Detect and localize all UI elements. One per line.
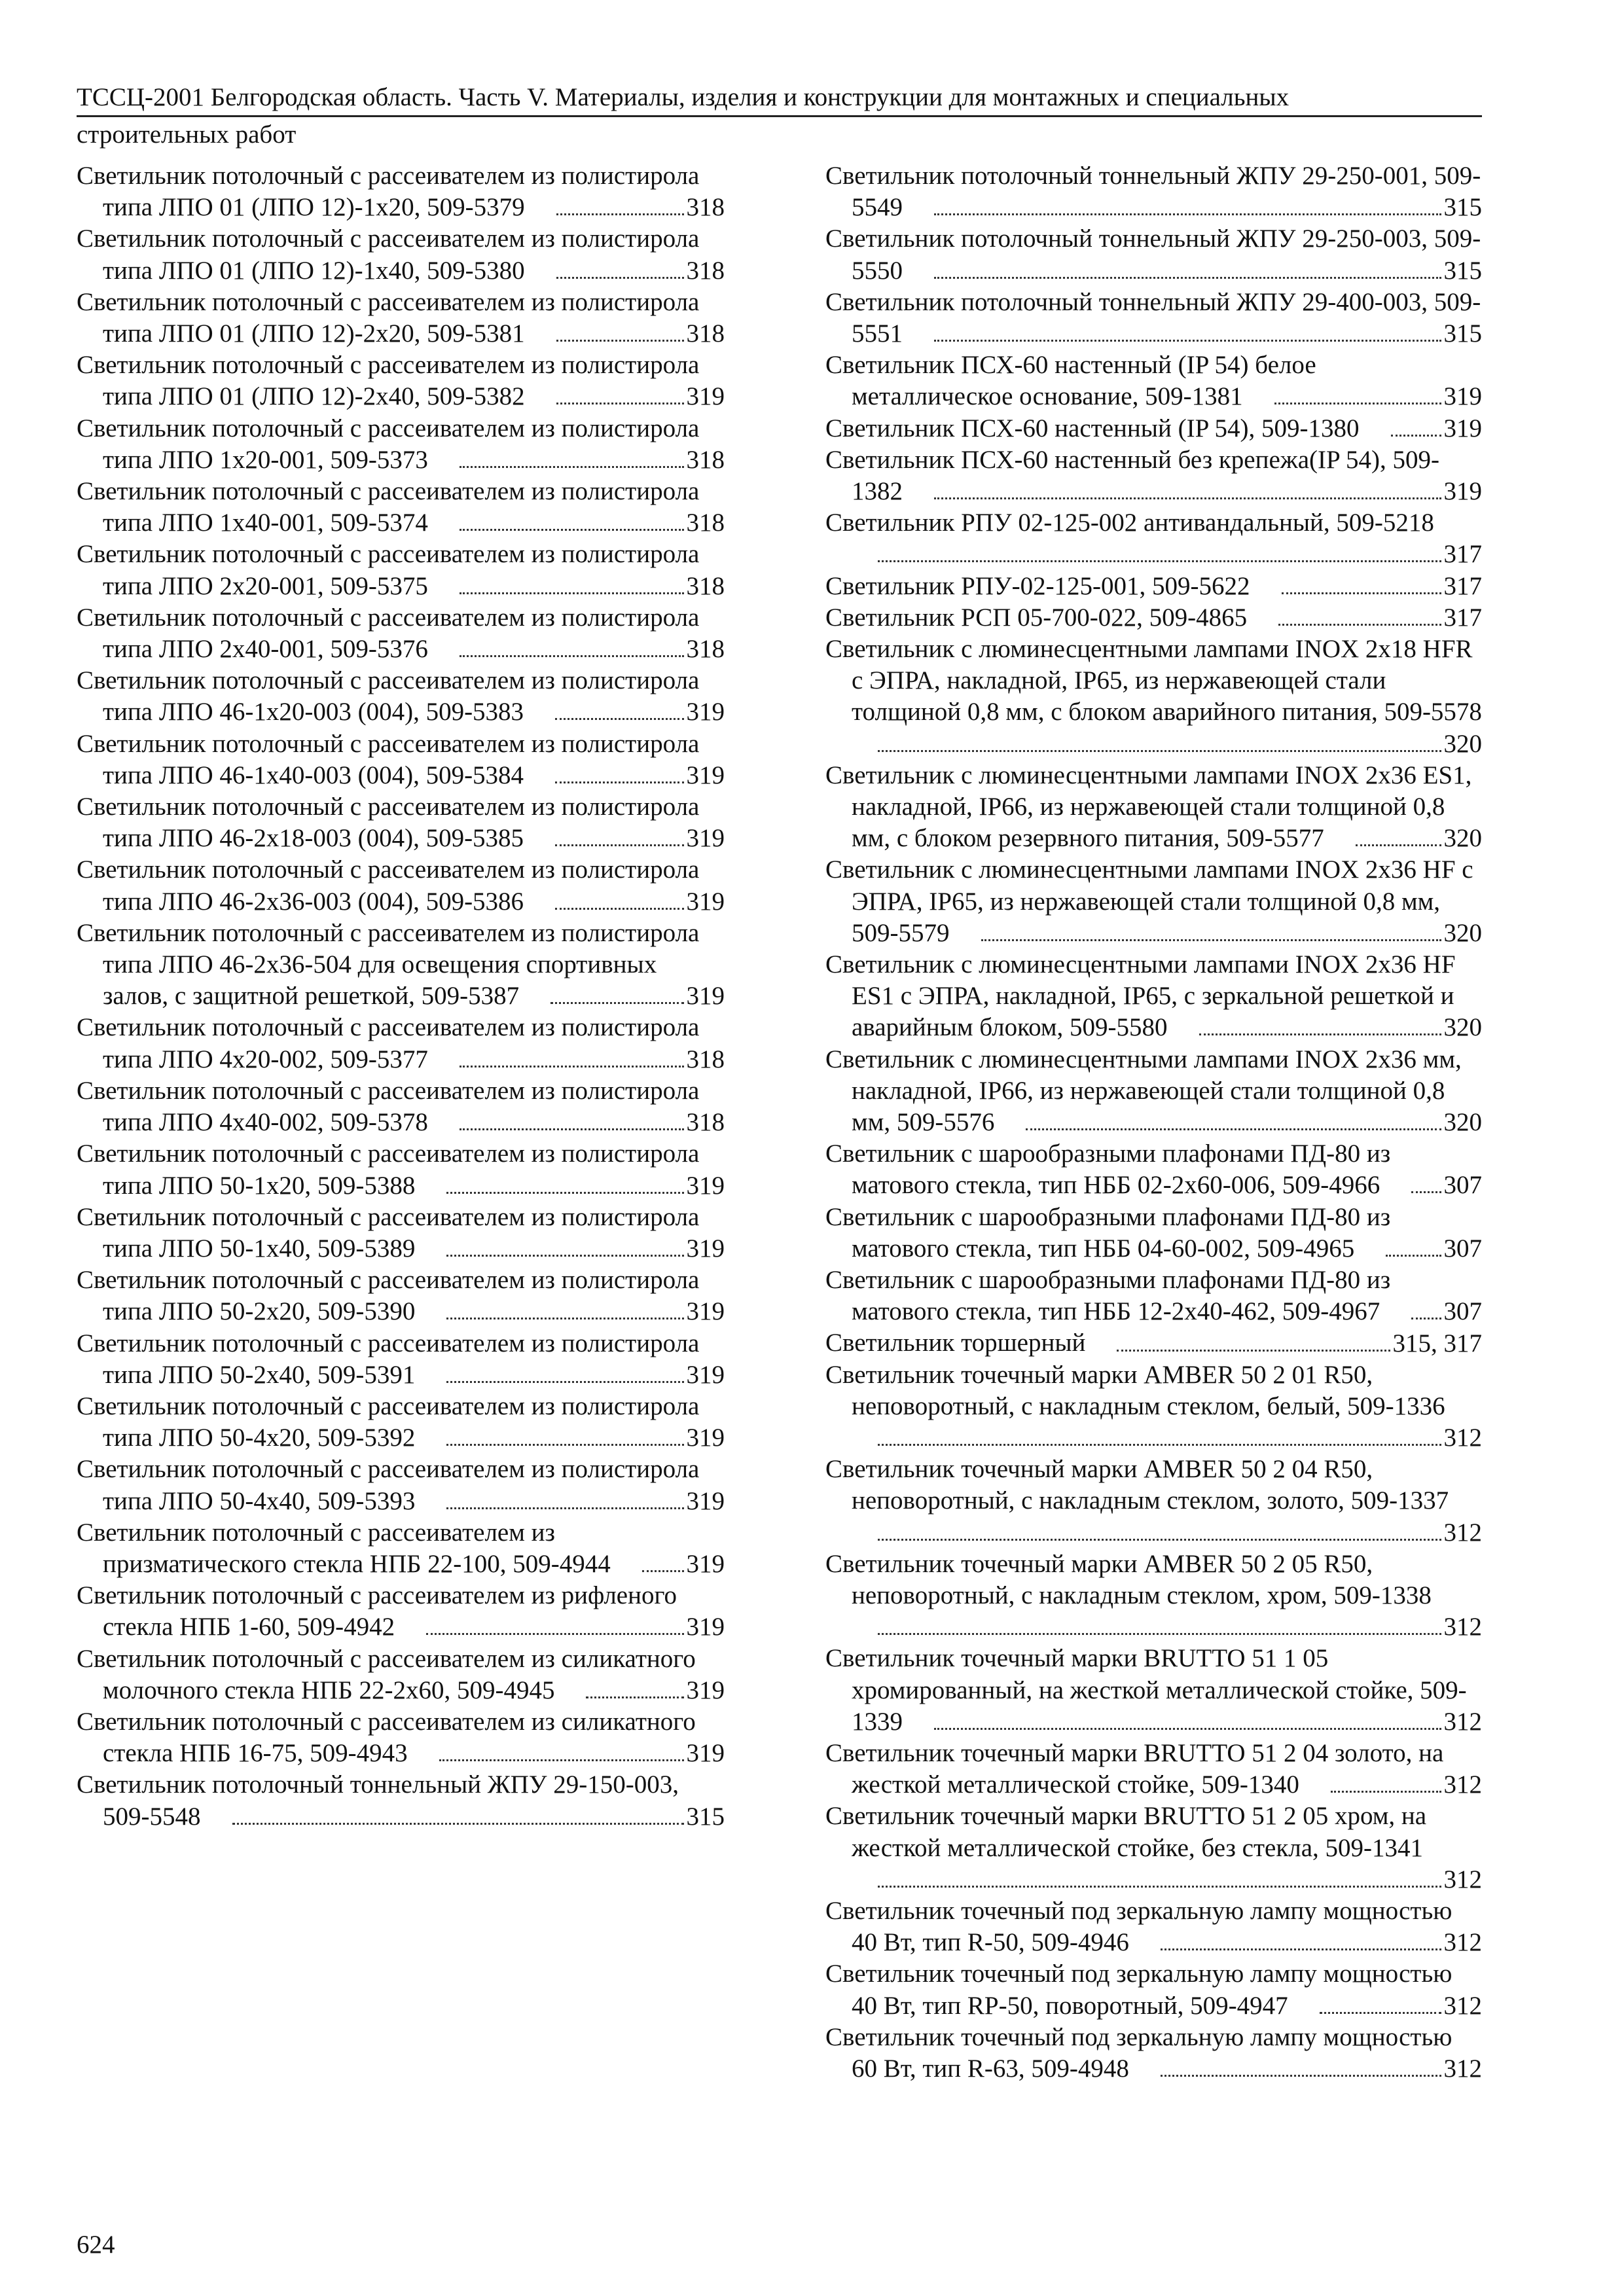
index-entry-text: Светильник точечный под зеркальную лампу мощностью 40 Вт, тип RP-50, поворотный, 509-4947 [825,1960,1453,2020]
index-entry [77,1580,725,1643]
index-entry-page: 319 [686,1424,725,1452]
index-entry-text: Светильник потолочный с рассеивателем из полистирола типа ЛПО 1х20-001, 509-5373 [77,414,700,474]
index-entry-text: Светильник потолочный с рассеивателем из силикатного стекла НПБ 16-75, 509-4943 [77,1707,696,1768]
index-column-left [77,160,725,1833]
index-entry [825,1359,1482,1454]
index-entry-page: 312 [1443,1613,1482,1641]
index-entry [825,1958,1482,2021]
index-entry-text: Светильник точечный марки AMBER 50 2 01 R50, неповоротный, с накладным стеклом, белый, 509-1336 [825,1360,1445,1420]
index-entry-text: Светильник РСП 05-700-022, 509-4865 [825,603,1248,632]
index-entry-text: Светильник с шарообразными плафонами ПД-80 из матового стекла, тип НББ 04-60-002, 509-4965 [825,1202,1391,1263]
dot-leader [556,403,684,404]
index-entry [825,2022,1482,2085]
index-entry-text: Светильник с шарообразными плафонами ПД-80 из матового стекла, тип НББ 12-2х40-462, 509-4967 [825,1266,1391,1326]
index-entry-page: 319 [686,1234,725,1263]
dot-leader [1161,2075,1441,2077]
index-column-right [825,160,1482,2085]
index-entry-text: Светильник ПСХ-60 настенный без крепежа(IP 54), 509-1382 [825,445,1439,506]
index-entry-page: 319 [686,824,725,853]
dot-leader [446,1381,683,1383]
dot-leader [1161,1948,1441,1950]
index-entry-page: 319 [686,1676,725,1704]
index-entry [825,1895,1482,1958]
dot-leader [878,750,1441,752]
index-entry [77,413,725,476]
index-entry-page: 319 [686,1549,725,1578]
index-entry [77,1643,725,1706]
running-header [77,81,1482,151]
index-entry-text: Светильник потолочный с рассеивателем из силикатного молочного стекла НПБ 22-2х60, 509-4945 [77,1644,696,1704]
dot-leader [1199,1033,1441,1035]
index-entry [77,1706,725,1769]
index-entry-page: 312 [1443,1928,1482,1957]
index-entry-page: 319 [1443,382,1482,411]
index-entry [825,1138,1482,1201]
index-entry-page: 317 [1443,571,1482,600]
index-entry-page: 318 [686,1045,725,1073]
index-entry [77,1454,725,1516]
index-entry-page: 320 [1443,729,1482,758]
index-entry [77,1265,725,1327]
dot-leader [1411,1191,1441,1193]
dot-leader [586,1696,683,1698]
index-entry [825,444,1482,507]
index-entry-page: 318 [686,1108,725,1137]
index-entry-page: 318 [686,509,725,537]
index-entry-page: 319 [686,887,725,916]
index-entry [825,1643,1482,1738]
dot-leader [550,1002,683,1004]
index-entry-text: Светильник точечный марки AMBER 50 2 04 R50, неповоротный, с накладным стеклом, золото, 509-1337 [825,1455,1449,1515]
index-entry-page: 312 [1443,1707,1482,1736]
index-entry-text: Светильник точечный марки BRUTTO 51 2 04 золото, на жесткой металлической стойке, 509-1340 [825,1739,1444,1799]
index-entry [825,507,1482,570]
index-entry-text: Светильник точечный под зеркальную лампу мощностью 40 Вт, тип R-50, 509-4946 [825,1897,1453,1957]
index-entry-text: Светильник потолочный тоннельный ЖПУ 29-400-003, 509-5551 [825,287,1481,348]
index-entry-text: Светильник точечный марки AMBER 50 2 05 R50, неповоротный, с накладным стеклом, хром, 509-1338 [825,1549,1432,1610]
index-entry-page: 320 [1443,918,1482,947]
dot-leader [878,1444,1441,1446]
dot-leader [460,655,684,657]
dot-leader [460,529,684,531]
index-entry-page: 319 [1443,414,1482,442]
index-entry-page: 312 [1443,2054,1482,2083]
index-entry-text: Светильник потолочный с рассеивателем из полистирола типа ЛПО 46-2х36-003 (004), 509-5386 [77,855,700,916]
index-entry-text: Светильник потолочный с рассеивателем из полистирола типа ЛПО 50-4х40, 509-5393 [77,1455,700,1515]
dot-leader [556,340,684,342]
dot-leader [878,1633,1441,1635]
dot-leader [556,213,684,215]
index-entry-page: 318 [686,445,725,474]
index-entry [825,602,1482,634]
index-entry [825,760,1482,855]
index-entry-page: 315 [686,1802,725,1831]
index-entry-text: Светильник потолочный с рассеивателем из полистирола типа ЛПО 50-1х20, 509-5388 [77,1139,700,1200]
index-entry [825,1265,1482,1327]
dot-leader [981,939,1441,941]
dot-leader [556,277,684,279]
index-entry-page: 318 [686,193,725,222]
index-entry-text: Светильник потолочный с рассеивателем из полистирола типа ЛПО 50-2х20, 509-5390 [77,1266,700,1326]
index-entry [825,1738,1482,1801]
dot-leader [439,1759,684,1761]
dot-leader [426,1633,683,1635]
index-entry [77,728,725,791]
index-entry-page: 312 [1443,1424,1482,1452]
index-entry-text: Светильник потолочный с рассеивателем из полистирола типа ЛПО 50-1х40, 509-5389 [77,1202,700,1263]
index-entry-text: Светильник РПУ 02-125-002 антивандальный, 509-5218 [825,509,1434,537]
dot-leader [934,340,1441,342]
index-entry-text: Светильник потолочный с рассеивателем из полистирола типа ЛПО 46-2х18-003 (004), 509-5385 [77,793,700,853]
index-entry-page: 318 [686,256,725,285]
index-entry-page: 307 [1443,1171,1482,1200]
dot-leader [1282,592,1441,594]
dot-leader [1356,844,1441,846]
index-entry-text: Светильник потолочный с рассеивателем из полистирола типа ЛПО 46-1х40-003 (004), 509-5384 [77,729,700,789]
dot-leader [1274,403,1441,404]
index-entry [825,1327,1482,1359]
index-entry [825,160,1482,223]
index-entry [825,1549,1482,1643]
index-entry-page: 312 [1443,1518,1482,1547]
index-entry-text: Светильник потолочный с рассеивателем из призматического стекла НПБ 22-100, 509-4944 [77,1518,611,1578]
index-entry [825,413,1482,444]
index-entry [825,571,1482,602]
index-entry-text: Светильник потолочный с рассеивателем из полистирола типа ЛПО 01 (ЛПО 12)-2х20, 509-5381 [77,287,700,348]
index-entry-page: 320 [1443,1013,1482,1042]
dot-leader [460,1128,684,1130]
index-entry [825,634,1482,760]
index-entry-text: Светильник потолочный с рассеивателем из полистирола типа ЛПО 2х20-001, 509-5375 [77,540,700,600]
index-entry [77,223,725,286]
index-entry-text: Светильник потолочный с рассеивателем из полистирола типа ЛПО 01 (ЛПО 12)-1х20, 509-5379 [77,162,700,222]
dot-leader [555,844,683,846]
index-entry-text: Светильник потолочный с рассеивателем из полистирола типа ЛПО 01 (ЛПО 12)-1х40, 509-5380 [77,224,700,285]
dot-leader [1411,1318,1441,1319]
dot-leader [878,1539,1441,1541]
index-entry-text: Светильник с люминесцентными лампами INOX 2х36 HF ES1 с ЭПРА, накладной, IP65, с зеркальной решеткой и аварийным блоком, 509-5580 [825,950,1456,1042]
index-entry [77,602,725,665]
dot-leader [555,781,683,783]
index-entry [77,1202,725,1265]
index-entry-page: 319 [686,1297,725,1326]
dot-leader [1117,1350,1390,1352]
index-entry-text: Светильник потолочный с рассеивателем из рифленого стекла НПБ 1-60, 509-4942 [77,1581,677,1641]
dot-leader [1386,1255,1441,1257]
index-entry [77,1517,725,1580]
index-entry [825,1202,1482,1265]
index-entry-text: Светильник точечный под зеркальную лампу мощностью 60 Вт, тип R-63, 509-4948 [825,2022,1453,2083]
index-entry [825,949,1482,1044]
index-entry-page: 319 [686,761,725,789]
dot-leader [460,592,684,594]
index-entry-text: Светильник с люминесцентными лампами INOX 2х18 HFR с ЭПРА, накладной, IP65, из нержавеющей стали толщиной 0,8 мм, с блоком аварийного питания, 509-5578 [825,635,1482,726]
index-entry [825,1801,1482,1895]
index-entry-page: 319 [686,1360,725,1389]
index-entry [77,476,725,539]
index-entry-page: 319 [686,1613,725,1641]
index-entry-page: 317 [1443,603,1482,632]
index-entry-text: Светильник с шарообразными плафонами ПД-80 из матового стекла, тип НББ 02-2х60-006, 509-4966 [825,1139,1391,1200]
index-entry-page: 319 [1443,477,1482,506]
index-entry [77,1328,725,1391]
index-entry [77,1075,725,1138]
index-entry-text: Светильник потолочный тоннельный ЖПУ 29-250-003, 509-5550 [825,224,1481,285]
index-entry-page: 318 [686,571,725,600]
dot-leader [232,1823,684,1825]
index-entry [77,791,725,854]
dot-leader [446,1255,683,1257]
dot-leader [934,1728,1441,1730]
dot-leader [446,1507,683,1509]
index-entry-text: Светильник с люминесцентными лампами INOX 2х36 HF с ЭПРА, IP65, из нержавеющей стали толщиной 0,8 мм, 509-5579 [825,855,1473,947]
index-entry [77,665,725,728]
dot-leader [460,1066,684,1067]
index-entry [77,287,725,350]
index-entry-page: 318 [686,319,725,348]
index-entry-page: 318 [686,635,725,664]
index-entry-text: Светильник потолочный с рассеивателем из полистирола типа ЛПО 46-2х36-504 для освещения спортивных залов, с защитной решеткой, 509-5387 [77,918,700,1011]
index-entry [77,1012,725,1075]
index-entry-page: 319 [686,1486,725,1515]
index-entry-text: Светильник потолочный тоннельный ЖПУ 29-250-001, 509-5549 [825,162,1481,222]
dot-leader [446,1192,683,1194]
index-entry [77,854,725,917]
index-entry-text: Светильник РПУ-02-125-001, 509-5622 [825,571,1250,600]
index-entry [825,223,1482,286]
index-entry-page: 317 [1443,540,1482,569]
page-number: 624 [77,2231,115,2259]
dot-leader [1391,435,1441,437]
index-entry-page: 319 [686,698,725,726]
dot-leader [1331,1791,1441,1793]
dot-leader [642,1570,684,1572]
index-entry-page: 319 [686,982,725,1011]
index-entry-text: Светильник с люминесцентными лампами INOX 2х36 мм, накладной, IP66, из нержавеющей стали толщиной 0,8 мм, 509-5576 [825,1045,1462,1137]
index-entry-page: 312 [1443,1865,1482,1893]
index-entry-text: Светильник ПСХ-60 настенный (IP 54), 509-1380 [825,414,1360,442]
index-entry-text: Светильник потолочный с рассеивателем из полистирола типа ЛПО 50-4х20, 509-5392 [77,1391,700,1452]
dot-leader [878,560,1441,562]
dot-leader [878,1886,1441,1888]
dot-leader [446,1444,683,1446]
index-entry [825,1454,1482,1549]
index-entry [77,1391,725,1454]
index-entry-text: Светильник точечный марки BRUTTO 51 1 05 хромированный, на жесткой металлической стойке, 509-1339 [825,1644,1467,1736]
index-entry-text: Светильник потолочный с рассеивателем из полистирола типа ЛПО 4х40-002, 509-5378 [77,1076,700,1137]
index-entry-text: Светильник потолочный с рассеивателем из полистирола типа ЛПО 4х20-002, 509-5377 [77,1013,700,1073]
index-entry-text: Светильник торшерный [825,1329,1086,1357]
index-entry-page: 319 [686,1739,725,1768]
index-entry [825,350,1482,412]
index-entry-page: 312 [1443,1770,1482,1799]
dot-leader [460,466,684,468]
index-entry [825,854,1482,949]
dot-leader [1320,2012,1441,2014]
index-entry-page: 320 [1443,1108,1482,1137]
index-entry-text: Светильник потолочный тоннельный ЖПУ 29-150-003, 509-5548 [77,1770,679,1831]
index-entry-page: 315 [1443,193,1482,222]
index-entry-page: 315 [1443,319,1482,348]
index-entry-text: Светильник потолочный с рассеивателем из полистирола типа ЛПО 46-1х20-003 (004), 509-5383 [77,666,700,726]
index-entry-page: 315, 317 [1392,1329,1482,1357]
header-title-line2: строительных работ [77,120,297,149]
index-entry-text: Светильник ПСХ-60 настенный (IP 54) белое металлическое основание, 509-1381 [825,351,1316,411]
dot-leader [555,908,683,910]
index-entry [77,918,725,1013]
dot-leader [934,497,1441,499]
index-entry-text: Светильник потолочный с рассеивателем из полистирола типа ЛПО 01 (ЛПО 12)-2х40, 509-5382 [77,351,700,411]
dot-leader [934,213,1441,215]
index-entry [77,350,725,412]
index-entry-page: 320 [1443,824,1482,853]
index-entry [77,1769,725,1832]
dot-leader [555,718,683,720]
index-entry-text: Светильник точечный марки BRUTTO 51 2 05 хром, на жесткой металлической стойке, без стекла, 509-1341 [825,1802,1427,1862]
index-entry-page: 307 [1443,1297,1482,1326]
index-entry-page: 312 [1443,1991,1482,2020]
header-title-line1: ТССЦ-2001 Белгородская область. Часть V. Материалы, изделия и конструкции для монтажных и специальных [77,81,1482,117]
index-entry [77,1138,725,1201]
index-entry-page: 307 [1443,1234,1482,1263]
index-entry-page: 319 [686,1171,725,1200]
index-entry [77,539,725,601]
index-entry-text: Светильник потолочный с рассеивателем из полистирола типа ЛПО 50-2х40, 509-5391 [77,1329,700,1389]
dot-leader [1026,1128,1441,1130]
index-entry [77,160,725,223]
index-entry-text: Светильник потолочный с рассеивателем из полистирола типа ЛПО 1х40-001, 509-5374 [77,477,700,537]
index-entry [825,1044,1482,1139]
index-entry [825,287,1482,350]
dot-leader [446,1318,683,1319]
index-entry-text: Светильник с люминесцентными лампами INOX 2х36 ES1, накладной, IP66, из нержавеющей стали толщиной 0,8 мм, с блоком резервного питания, 509-5577 [825,761,1472,853]
index-entry-text: Светильник потолочный с рассеивателем из полистирола типа ЛПО 2х40-001, 509-5376 [77,603,700,664]
dot-leader [934,277,1441,279]
dot-leader [1278,624,1441,626]
index-entry-page: 315 [1443,256,1482,285]
index-entry-page: 319 [686,382,725,411]
